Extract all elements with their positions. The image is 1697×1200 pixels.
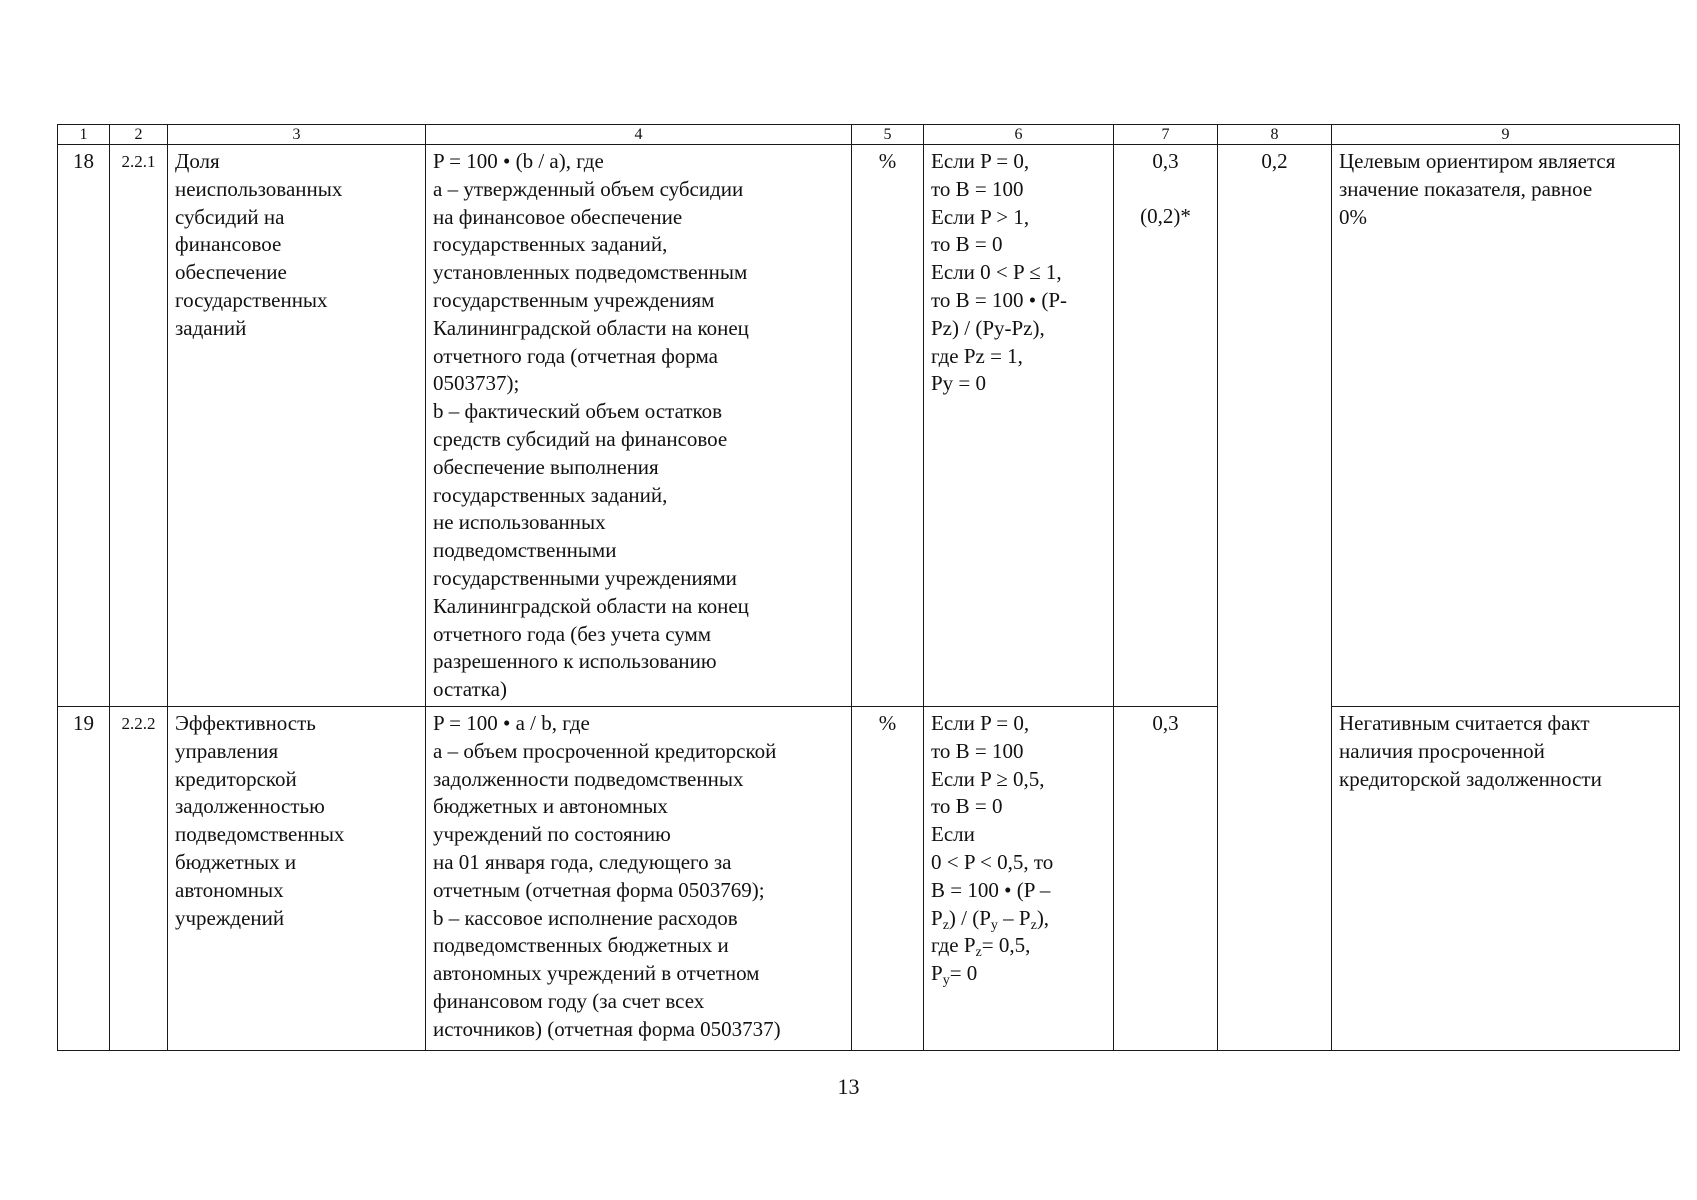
header-cell: 4 (426, 125, 852, 145)
text-line: бюджетных и (175, 849, 297, 874)
text-line: задолженности подведомственных (433, 766, 744, 791)
text-line: установленных подведомственным (433, 260, 748, 285)
text-line: Если P > 1, (931, 204, 1030, 229)
weight-value: 0,3 (1152, 149, 1179, 173)
formula-part: где P (931, 933, 976, 958)
text-line: отчетного года (без учета сумм (433, 621, 712, 646)
text-line: Целевым ориентиром является (1339, 149, 1616, 173)
text-line: государственных заданий, (433, 482, 668, 507)
text-line: 0503737); (433, 371, 520, 396)
text-line: Если P ≥ 0,5, (931, 766, 1045, 791)
unit-cell: % (852, 145, 924, 707)
row-number: 18 (58, 145, 110, 707)
text-line: финансовом году (за счет всех (433, 988, 705, 1013)
text-line: обеспечение выполнения (433, 454, 659, 479)
evaluation-rule (924, 145, 1114, 707)
text-line: P = 100 • a / b, где (433, 710, 590, 735)
text-line: отчетного года (отчетная форма (433, 343, 718, 368)
text-line: наличия просроченной (1339, 738, 1545, 763)
page-number: 13 (837, 1074, 860, 1099)
text-line: где Pz = 1, (931, 343, 1023, 368)
text-line: подведомственными (433, 538, 617, 563)
formula-part: = 0,5, (981, 933, 1031, 958)
text-line: учреждений (175, 905, 285, 930)
text-line: разрешенного к использованию (433, 649, 717, 674)
unit-cell: % (852, 706, 924, 1050)
text-line: Эффективность (175, 710, 316, 735)
weight-cell (1114, 706, 1218, 1050)
text-line: Py = 0 (931, 371, 987, 396)
header-cell: 6 (924, 125, 1114, 145)
text-line: финансовое (175, 232, 282, 257)
indicator-table (57, 124, 1680, 1051)
text-line: государственных заданий, (433, 232, 668, 257)
text-line: обеспечение (175, 260, 287, 285)
text-line: P = 100 • (b / a), где (433, 149, 604, 173)
text-line: Калининградской области на конец (433, 315, 749, 340)
indicator-name (168, 145, 426, 707)
text-line: то B = 0 (931, 794, 1003, 819)
formula-part: P (931, 961, 943, 986)
formula-part: = 0 (949, 961, 978, 986)
subscript: z (1030, 917, 1037, 933)
text-line: кредиторской (175, 766, 297, 791)
formula-part: ), (1036, 905, 1050, 930)
indicator-formula (426, 706, 852, 1050)
formula-part: P (931, 905, 943, 930)
header-cell: 9 (1332, 125, 1680, 145)
text-line: то B = 100 (931, 738, 1024, 763)
text-line: b – фактический объем остатков (433, 399, 723, 424)
text-line: b – кассовое исполнение расходов (433, 905, 738, 930)
text-line: управления (175, 738, 279, 763)
formula-line (931, 960, 1106, 988)
text-line: не использованных (433, 510, 606, 535)
text-line: государственными учреждениями (433, 565, 737, 590)
text-line: средств субсидий на финансовое (433, 426, 728, 451)
header-row (58, 125, 1680, 145)
weight-value-alt: (0,2)* (1140, 203, 1191, 228)
text-line: Если 0 < P ≤ 1, (931, 260, 1062, 285)
row-number: 19 (58, 706, 110, 1050)
text-line: на финансовое обеспечение (433, 204, 683, 229)
text-line: то B = 100 (931, 176, 1024, 201)
text-line: значение показателя, равное (1339, 176, 1593, 201)
table-row (58, 706, 1680, 1050)
text-line: a – утвержденный объем субсидии (433, 176, 744, 201)
group-weight-cell: 0,2 (1218, 145, 1332, 1051)
text-line: автономных (175, 877, 284, 902)
text-line: то B = 100 • (P- (931, 287, 1068, 312)
text-line: a – объем просроченной кредиторской (433, 738, 777, 763)
subscript: y (990, 917, 998, 933)
text-line: подведомственных бюджетных и (433, 933, 729, 958)
text-line: автономных учреждений в отчетном (433, 961, 760, 986)
text-line: Доля (175, 149, 220, 173)
text-line: кредиторской задолженности (1339, 766, 1602, 791)
table-row (58, 145, 1680, 707)
text-line: 0 < P < 0,5, то (931, 849, 1054, 874)
weight-cell (1114, 145, 1218, 707)
formula-line (931, 932, 1106, 960)
formula-part: – P (997, 905, 1031, 930)
text-line: Если (931, 822, 975, 847)
text-line: Калининградской области на конец (433, 593, 749, 618)
row-code: 2.2.1 (110, 145, 168, 707)
header-cell: 5 (852, 125, 924, 145)
text-line: на 01 января года, следующего за (433, 849, 732, 874)
header-cell: 7 (1114, 125, 1218, 145)
text-line: остатка) (433, 677, 507, 702)
text-line: B = 100 • (P – (931, 877, 1051, 902)
row-code: 2.2.2 (110, 706, 168, 1050)
subscript: z (975, 945, 982, 961)
text-line: субсидий на (175, 204, 285, 229)
text-line: Негативным считается факт (1339, 710, 1590, 735)
text-line: отчетным (отчетная форма 0503769); (433, 877, 765, 902)
text-line: учреждений по состоянию (433, 822, 671, 847)
text-line: государственных (175, 287, 328, 312)
formula-part: ) / (P (948, 905, 991, 930)
note-cell (1332, 706, 1680, 1050)
note-cell (1332, 145, 1680, 707)
evaluation-rule (924, 706, 1114, 1050)
text-line: неиспользованных (175, 176, 343, 201)
header-cell: 1 (58, 125, 110, 145)
text-line: задолженностью (175, 794, 325, 819)
subscript: y (942, 973, 950, 989)
text-line: заданий (175, 315, 247, 340)
subscript: z (942, 917, 949, 933)
header-cell: 3 (168, 125, 426, 145)
text-line: источников) (отчетная форма 0503737) (433, 1016, 781, 1041)
text-line: бюджетных и автономных (433, 794, 668, 819)
text-line: государственным учреждениям (433, 287, 715, 312)
header-cell: 8 (1218, 125, 1332, 145)
weight-value: 0,3 (1152, 710, 1179, 735)
text-line: подведомственных (175, 822, 345, 847)
text-line: Pz) / (Py-Pz), (931, 315, 1045, 340)
formula-line (931, 905, 1106, 933)
text-line: то B = 0 (931, 232, 1003, 257)
text-line: Если P = 0, (931, 149, 1030, 173)
text-line: Если P = 0, (931, 710, 1030, 735)
indicator-formula (426, 145, 852, 707)
header-cell: 2 (110, 125, 168, 145)
indicator-name (168, 706, 426, 1050)
text-line: 0% (1339, 204, 1367, 229)
